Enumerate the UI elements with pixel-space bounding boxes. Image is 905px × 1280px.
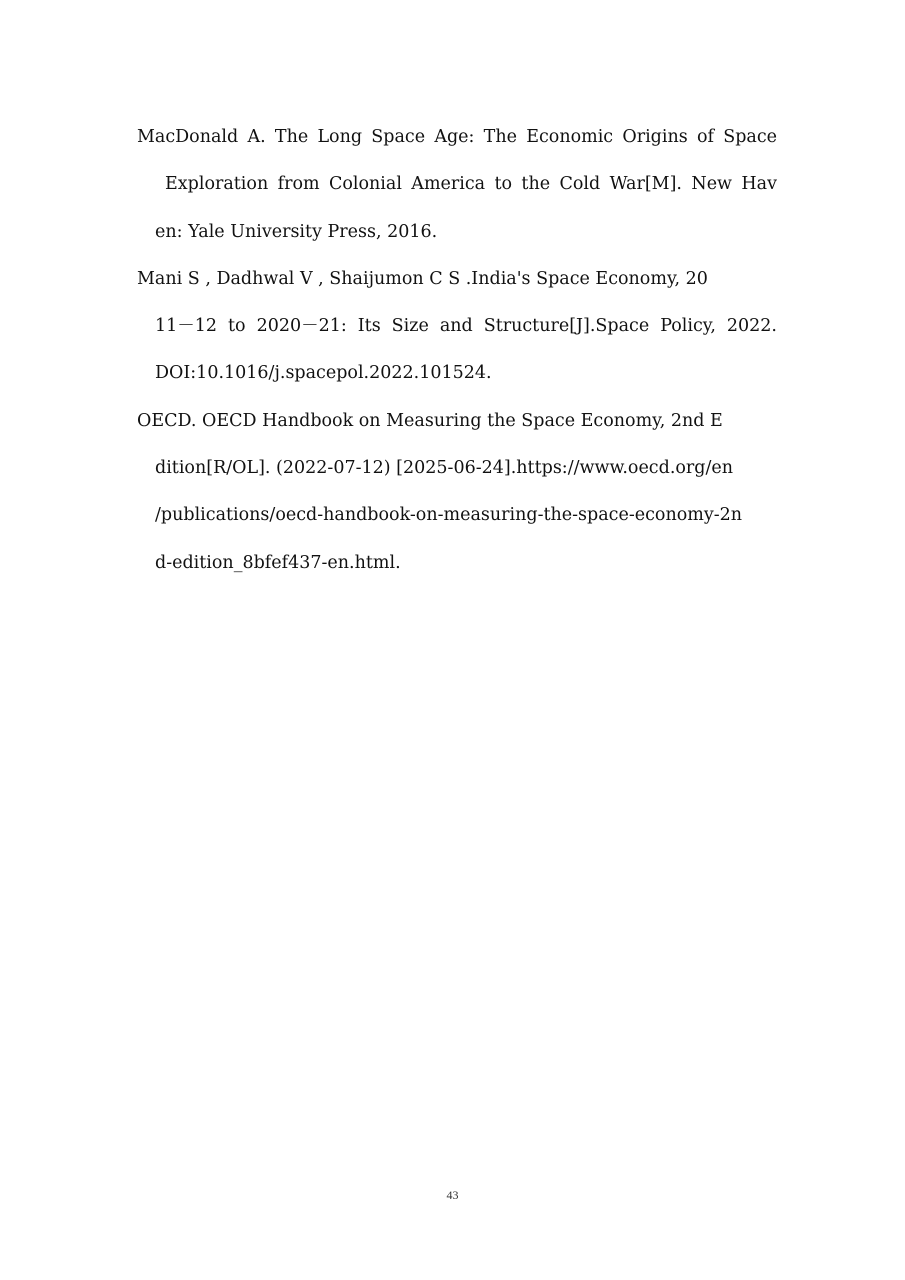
page-number: 43: [446, 1188, 459, 1202]
reference-line: OECD. OECD Handbook on Measuring the Space Economy, 2nd E: [137, 410, 723, 431]
reference-line: 11－12 to 2020－21: Its Size and Structure[J].Space Policy, 2022.: [155, 316, 777, 337]
reference-entry: [137, 114, 777, 256]
reference-line: dition[R/OL]. (2022-07-12) [2025-06-24].https://www.oecd.org/en: [155, 458, 734, 479]
reference-entry: [137, 398, 777, 587]
reference-list: [137, 114, 777, 587]
reference-line: /publications/oecd-handbook-on-measuring-the-space-economy-2n: [155, 505, 743, 526]
reference-line: d-edition_8bfef437-en.html.: [155, 552, 401, 573]
reference-line: MacDonald A. The Long Space Age: The Economic Origins of Space: [137, 127, 777, 147]
reference-line: Exploration from Colonial America to the Cold War[M]. New Hav: [165, 174, 777, 195]
reference-line: en: Yale University Press, 2016.: [155, 221, 438, 242]
reference-line: DOI:10.1016/j.spacepol.2022.101524.: [155, 363, 492, 384]
reference-line: Mani S , Dadhwal V , Shaijumon C S .India's Space Economy, 20: [137, 268, 708, 289]
reference-entry: [137, 256, 777, 398]
